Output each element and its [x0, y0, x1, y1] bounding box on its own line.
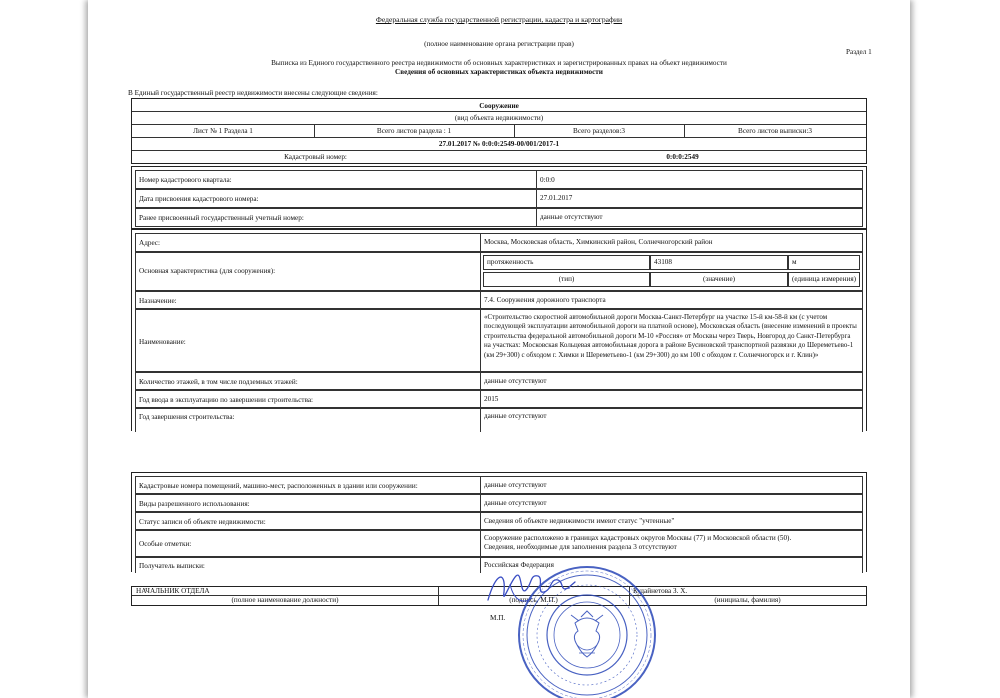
sections-total: Всего разделов:3 — [573, 127, 625, 135]
permitted-use-value: данные отсутствуют — [480, 494, 863, 512]
name-caption: (инициалы, фамилия) — [714, 596, 781, 604]
records-block — [131, 472, 867, 572]
position-caption: (полное наименование должности) — [231, 596, 339, 604]
char-value: 43108 — [650, 255, 788, 270]
assign-date-value: 27.01.2017 — [536, 189, 863, 208]
quarter-label: Номер кадастрового квартала: — [135, 170, 537, 189]
sheets-in-section: Всего листов раздела : 1 — [376, 127, 452, 135]
permitted-use-label: Виды разрешенного использования: — [135, 494, 481, 512]
char-value-caption: (значение) — [650, 272, 788, 287]
previous-number-label: Ранее присвоенный государственный учетный номер: — [135, 208, 537, 227]
completion-year-label: Год завершения строительства: — [135, 408, 481, 432]
object-type-caption: (вид объекта недвижимости) — [454, 114, 544, 122]
object-type: Сооружение — [479, 102, 519, 110]
quarter-value: 0:0:0 — [536, 170, 863, 189]
special-marks-label: Особые отметки: — [135, 530, 481, 557]
intro-text: В Единый государственный реестр недвижимости внесены следующие сведения: — [128, 89, 378, 97]
extract-date-number: 27.01.2017 № 0:0:0:2549-00/001/2017-1 — [438, 140, 560, 148]
completion-year-value: данные отсутствуют — [480, 408, 863, 432]
cadastral-number-label: Кадастровый номер: — [284, 153, 347, 161]
officer-position: НАЧАЛЬНИК ОТДЕЛА — [136, 587, 210, 595]
cadastral-number-value: 0:0:0:2549 — [666, 153, 699, 161]
commission-year-value: 2015 — [480, 390, 863, 408]
section-label: Раздел 1 — [846, 48, 872, 56]
object-header-table — [131, 98, 867, 164]
special-marks-line-2: Сведения, необходимые для заполнения раздела 3 отсутствуют — [484, 543, 677, 551]
agency-caption: (полное наименование органа регистрации прав) — [424, 40, 574, 48]
floors-label: Количество этажей, в том числе подземных этажей: — [135, 372, 481, 390]
previous-number-value: данные отсутствуют — [536, 208, 863, 227]
recipient-value: Российская Федерация — [480, 557, 863, 573]
commission-year-label: Год ввода в эксплуатацию по завершении строительства: — [135, 390, 481, 408]
address-value: Москва, Московская область, Химкинский район, Солнечногорский район — [480, 233, 863, 252]
premises-numbers-value: данные отсутствуют — [480, 476, 863, 494]
special-marks-value — [480, 530, 863, 557]
name-label: Наименование: — [135, 309, 481, 372]
officer-signature — [480, 562, 580, 612]
purpose-value: 7.4. Сооружения дорожного транспорта — [480, 291, 863, 309]
agency-name: Федеральная служба государственной регистрации, кадастра и картографии — [375, 15, 623, 24]
officer-name: Кудайнетова З. Х. — [633, 587, 688, 595]
mp-label: М.П. — [490, 614, 506, 622]
extract-sheets-total: Всего листов выписки:3 — [738, 127, 812, 135]
characteristics-block — [131, 229, 867, 431]
premises-numbers-label: Кадастровые номера помещений, машино-мест, расположенных в здании или сооружении: — [135, 476, 481, 494]
extract-subtitle: Сведения об основных характеристиках объекта недвижимости — [395, 68, 603, 76]
extract-title: Выписка из Единого государственного реестра недвижимости об основных характеристиках и зарегистрированных правах на объект недвижимости — [271, 59, 727, 67]
purpose-label: Назначение: — [135, 291, 481, 309]
recipient-label: Получатель выписки: — [135, 557, 481, 573]
record-status-value: Сведения об объекте недвижимости имеют статус "учтенные" — [480, 512, 863, 530]
sheet-number: Лист № 1 Раздела 1 — [193, 127, 253, 135]
record-status-label: Статус записи об объекте недвижимости: — [135, 512, 481, 530]
cadastral-block — [131, 166, 867, 229]
address-label: Адрес: — [135, 233, 481, 252]
special-marks-line-1: Сооружение расположено в границах кадастровых округов Москвы (77) и Московской области (50). — [484, 534, 792, 542]
document-page — [88, 0, 910, 698]
main-characteristic-label: Основная характеристика (для сооружения): — [135, 252, 481, 291]
assign-date-label: Дата присвоения кадастрового номера: — [135, 189, 537, 208]
char-unit-caption: (единица измерения) — [788, 272, 860, 287]
sign-caption: (подпись, М.П.) — [509, 596, 558, 604]
char-type-caption: (тип) — [483, 272, 650, 287]
char-type: протяженность — [483, 255, 650, 270]
main-characteristic-grid — [480, 252, 863, 291]
floors-value: данные отсутствуют — [480, 372, 863, 390]
name-value: «Строительство скоростной автомобильной дороги Москва-Санкт-Петербург на участке 15-й км-58-й км (с учетом последующей эксплуатации автомобильной дороги на платной основе), Московская область (внесение изменений в проекты строительства федеральной автомобильной дороги М-10 «Россия» от Москвы через Тверь, Новгород до Санкт-Петербурга на участках: Московская Кольцевая автомобильная дорога в районе Бусиновской транспортной развязки до Шереметьево-1 (км 29+300) с обходом г. Химки и Шереметьево-1 (км 29+300) до км 100 с обходом г. Солнечногорск и г. Клин)» — [480, 309, 863, 372]
char-unit: м — [788, 255, 860, 270]
